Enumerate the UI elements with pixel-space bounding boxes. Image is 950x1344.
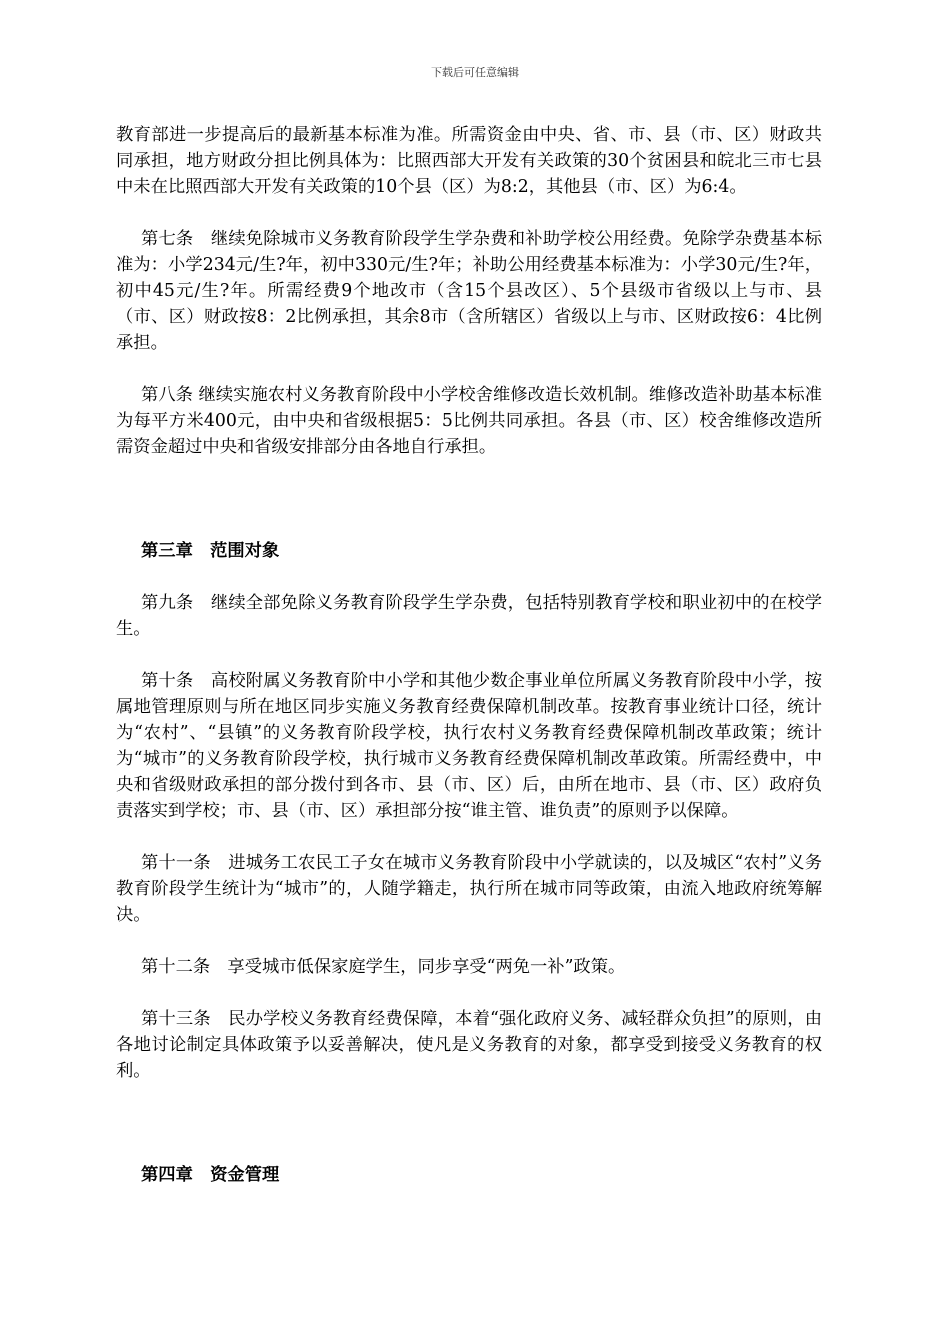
article-10: 第十条 高校附属义务教育阶中小学和其他少数企事业单位所属义务教育阶段中小学，按属地管理原则与所在地区同步实施义务教育经费保障机制改革。按教育事业统计口径，统计为“农村”、“县镇”的义务教育阶段学校，执行农村义务教育经费保障机制改革政策；统计为“城市”的义务教育阶段学校，执行城市义务教育经费保障机制改革政策。所需经费中，中央和省级财政承担的部分拨付到各市、县（市、区）后，由所在地市、县（市、区）政府负责落实到学校；市、县（市、区）承担部分按“谁主管、谁负责”的原则予以保障。 <box>116 671 822 821</box>
article-8: 第八条 继续实施农村义务教育阶段中小学校舍维修改造长效机制。维修改造补助基本标准为每平方米400元，由中央和省级根据5：5比例共同承担。各县（市、区）校舍维修改造所需资金超过中央和省级安排部分由各地自行承担。 <box>116 385 822 457</box>
chapter-3-heading: 第三章 范围对象 <box>141 541 280 561</box>
chapter-4-heading: 第四章 资金管理 <box>141 1165 280 1185</box>
article-7: 第七条 继续免除城市义务教育阶段学生学杂费和补助学校公用经费。免除学杂费基本标准为：小学234元/生?年，初中330元/生?年；补助公用经费基本标准为：小学30元/生?年，初中45元/生?年。所需经费9个地改市（含15个县改区）、5个县级市省级以上与市、县（市、区）财政按8：2比例承担，其余8市（含所辖区）省级以上与市、区财政按6：4比例承担。 <box>116 229 822 353</box>
article-11: 第十一条 进城务工农民工子女在城市义务教育阶段中小学就读的，以及城区“农村”义务教育阶段学生统计为“城市”的，人随学籍走，执行所在城市同等政策，由流入地政府统筹解决。 <box>116 853 822 925</box>
article-13: 第十三条 民办学校义务教育经费保障，本着“强化政府义务、减轻群众负担”的原则，由各地讨论制定具体政策予以妥善解决，使凡是义务教育的对象，都享受到接受义务教育的权利。 <box>116 1009 822 1081</box>
page-header: 下载后可任意编辑 <box>431 66 519 79</box>
article-9: 第九条 继续全部免除义务教育阶段学生学杂费，包括特别教育学校和职业初中的在校学生。 <box>116 593 822 639</box>
paragraph-continued: 教育部进一步提高后的最新基本标准为准。所需资金由中央、省、市、县（市、区）财政共同承担，地方财政分担比例具体为：比照西部大开发有关政策的30个贫困县和皖北三市七县中未在比照西部大开发有关政策的10个县（区）为8:2，其他县（市、区）为6:4。 <box>116 125 822 197</box>
article-12: 第十二条 享受城市低保家庭学生，同步享受“两免一补”政策。 <box>141 957 626 977</box>
document-body <box>116 122 822 1188</box>
